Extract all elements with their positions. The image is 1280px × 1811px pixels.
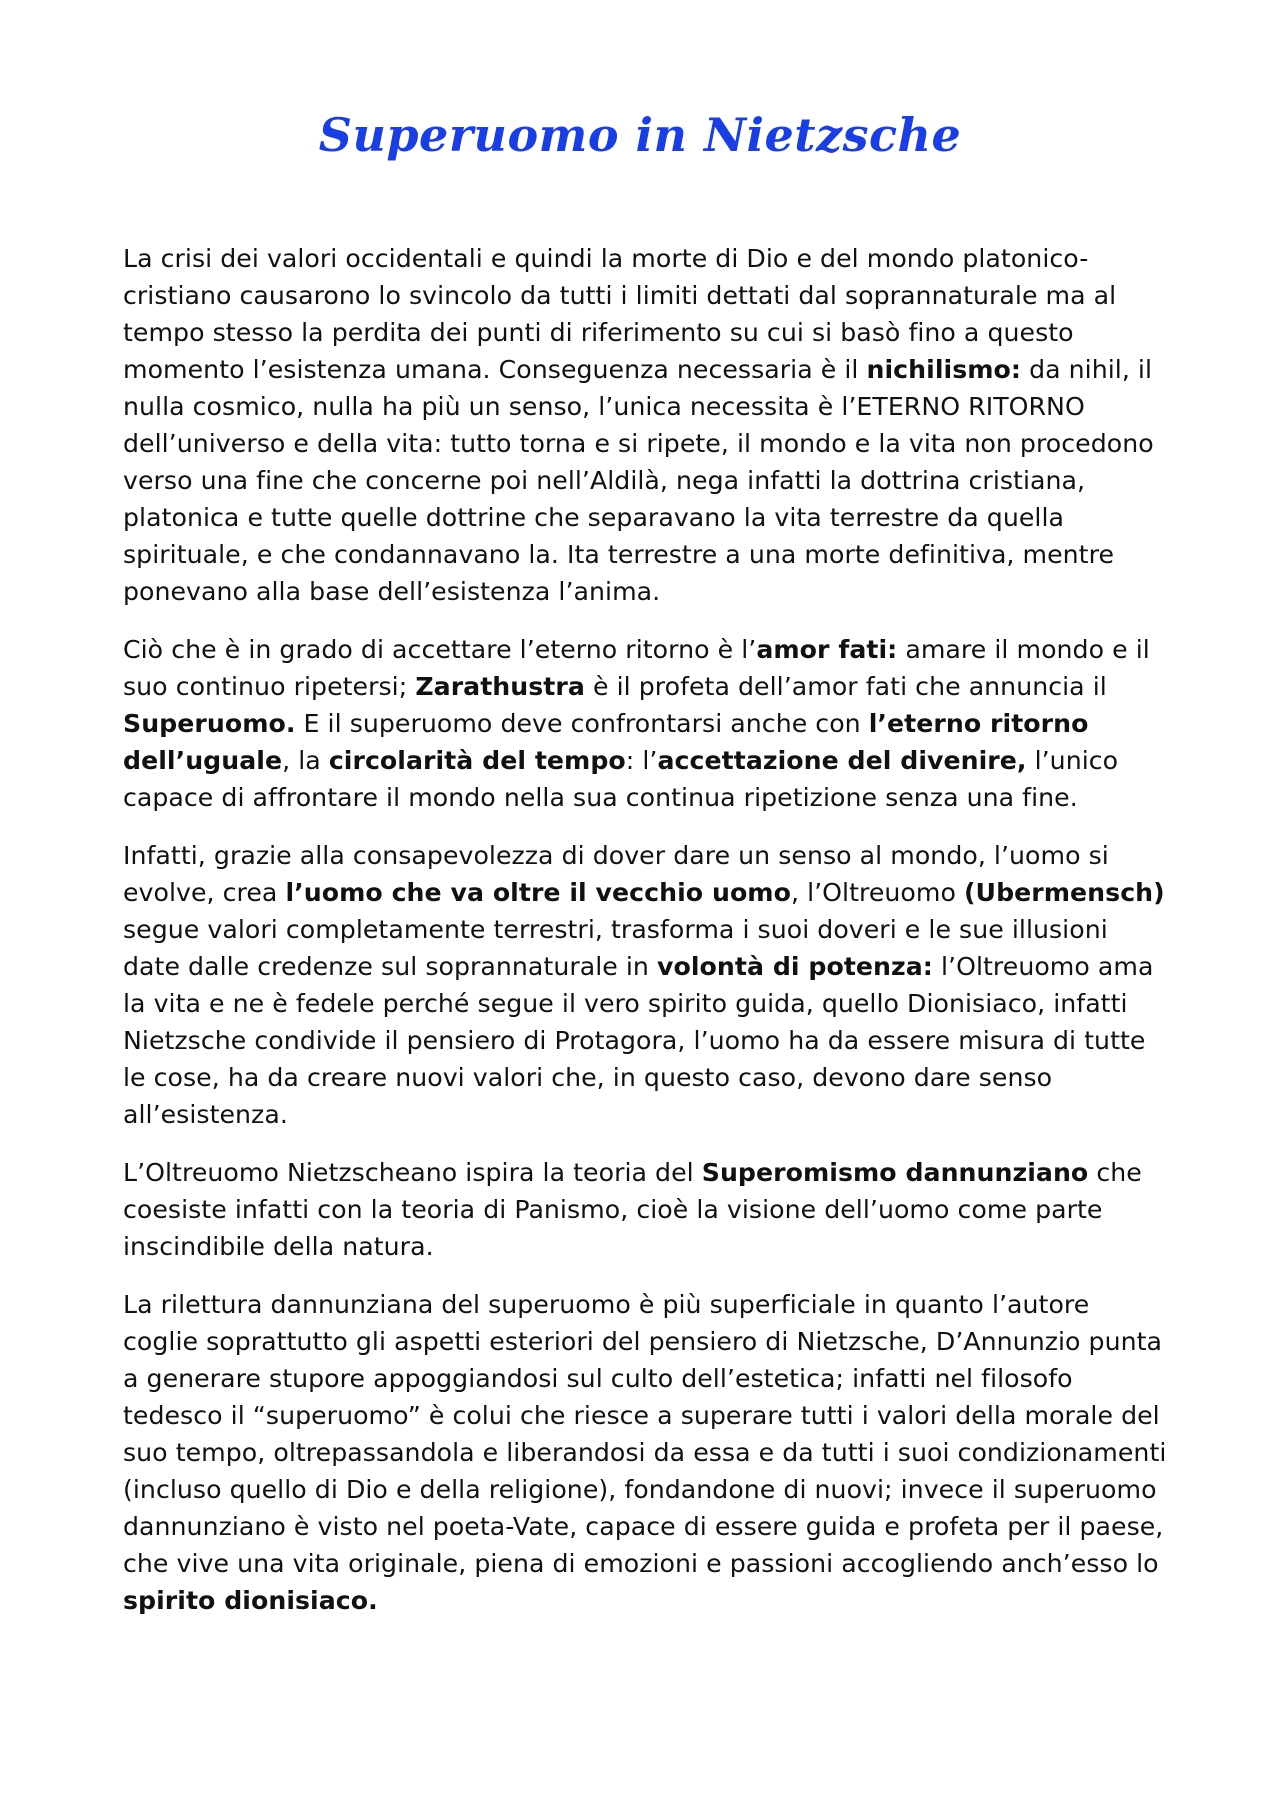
- paragraph: [123, 1154, 1168, 1265]
- paragraph: [123, 837, 1168, 1133]
- document-body: [123, 240, 1168, 1640]
- text-run: segue valori completamente terrestri, trasforma i suoi doveri e le sue illusioni date dalle credenze sul soprannaturale in: [123, 915, 1108, 981]
- paragraph: [123, 631, 1168, 816]
- text-run: : l’: [625, 746, 658, 775]
- bold-term: spirito dionisiaco.: [123, 1586, 378, 1615]
- bold-term: Superuomo.: [123, 709, 296, 738]
- bold-term: Zarathustra: [415, 672, 585, 701]
- bold-term: Superomismo dannunziano: [701, 1158, 1089, 1187]
- bold-term: amor fati:: [756, 635, 898, 664]
- text-run: amare il mondo e il suo continuo ripetersi;: [123, 635, 1150, 701]
- paragraph: [123, 240, 1168, 610]
- text-run: è il profeta dell’amor fati che annuncia il: [584, 672, 1107, 701]
- text-run: Ciò che è in grado di accettare l’eterno ritorno è l’: [123, 635, 757, 664]
- text-run: , la: [282, 746, 329, 775]
- text-run: , l’Oltreuomo: [790, 878, 964, 907]
- text-run: l’Oltreuomo ama la vita e ne è fedele perché segue il vero spirito guida, quello Dionisiaco, infatti Nietzsche condivide il pensiero di Protagora, l’uomo ha da essere misura di tutte le cose, ha da creare nuovi valori che, in questo caso, devono dare senso all’esistenza.: [123, 952, 1154, 1129]
- bold-term: (Ubermensch): [964, 878, 1165, 907]
- paragraph: [123, 1286, 1168, 1619]
- text-run: che coesiste infatti con la teoria di Panismo, cioè la visione dell’uomo come parte inscindibile della natura.: [123, 1158, 1142, 1261]
- bold-term: circolarità del tempo: [328, 746, 626, 775]
- page-title: Superuomo in Nietzsche: [318, 108, 962, 162]
- text-run: l’unico capace di affrontare il mondo nella sua continua ripetizione senza una fine.: [123, 746, 1119, 812]
- text-run: La rilettura dannunziana del superuomo è più superficiale in quanto l’autore coglie soprattutto gli aspetti esteriori del pensiero di Nietzsche, D’Annunzio punta a generare stupore appoggiandosi sul culto dell’estetica; infatti nel filosofo tedesco il “superuomo” è colui che riesce a superare tutti i valori della morale del suo tempo, oltrepassandola e liberandosi da essa e da tutti i suoi condizionamenti (incluso quello di Dio e della religione), fondandone di nuovi; invece il superuomo dannunziano è visto nel poeta-Vate, capace di essere guida e profeta per il paese, che vive una vita originale, piena di emozioni e passioni accogliendo anch’esso lo: [123, 1290, 1167, 1578]
- bold-term: accettazione del divenire,: [657, 746, 1027, 775]
- text-run: E il superuomo deve confrontarsi anche con: [295, 709, 869, 738]
- text-run: L’Oltreuomo Nietzscheano ispira la teoria del: [123, 1158, 702, 1187]
- text-run: Infatti, grazie alla consapevolezza di dover dare un senso al mondo, l’uomo si evolve, crea: [123, 841, 1109, 907]
- bold-term: volontà di potenza:: [657, 952, 933, 981]
- text-run: da nihil, il nulla cosmico, nulla ha più un senso, l’unica necessita è l’ETERNO RITORNO dell’universo e della vita: tutto torna e si ripete, il mondo e la vita non procedono verso una fine che concerne poi nell’Aldilà, nega infatti la dottrina cristiana, platonica e tutte quelle dottrine che separavano la vita terrestre da quella spirituale, e che condannavano la. Ita terrestre a una morte definitiva, mentre ponevano alla base dell’esistenza l’anima.: [123, 355, 1154, 606]
- bold-term: l’eterno ritorno dell’uguale: [123, 709, 1089, 775]
- text-run: La crisi dei valori occidentali e quindi la morte di Dio e del mondo platonico-cristiano causarono lo svincolo da tutti i limiti dettati dal soprannaturale ma al tempo stesso la perdita dei punti di riferimento su cui si basò fino a questo momento l’esistenza umana. Conseguenza necessaria è il: [123, 244, 1117, 384]
- bold-term: nichilismo:: [866, 355, 1022, 384]
- bold-term: l’uomo che va oltre il vecchio uomo: [285, 878, 791, 907]
